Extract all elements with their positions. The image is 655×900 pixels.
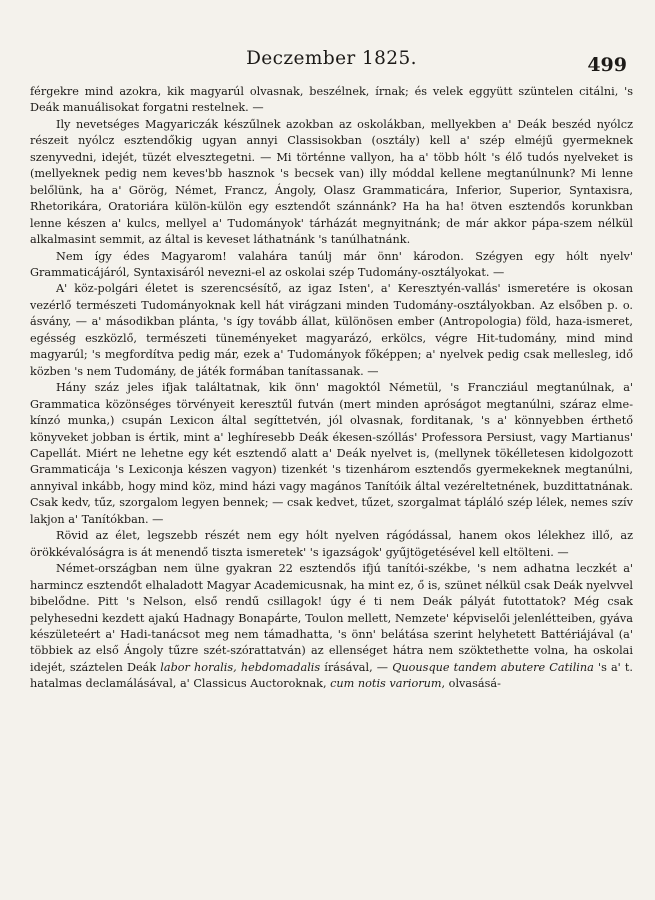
- paragraph-text: , olvasásá-: [441, 677, 501, 691]
- paragraph: Ily nevetséges Magyariczák készűlnek azokban az oskolákban, mellyekben a' Deák beszéd nyólcz részeit nyólcz esztendőkig ugyan annyi Classisokban (osztály) kell a' szép elméjű gyermeknek szenyvedni, idejét, tüzét elvesztegetni. — Mi történne vallyon, ha a' több hólt 's élő tudós nyelveket is (mellyeknek pedig nem keves'bb hasznok 's becsek van) illy móddal kellene megtanúlnunk? Mi lenne belőlünk, ha a' Görög, Német, Francz, Ángoly, Olasz Grammaticára, Inferior, Superior, Syntaxisra, Rhetorikára, Oratoriára külön-külön egy esztendőt szánnánk? Ha ha ha! ötven esztendős korunkban lenne készen a' kulcs, mellyel a' Tudományok' tárházát megnyitnánk; de már akkor pápa-szem nélkül alkalmasint semmit, az által is keveset láthatnánk 's tanúlhatnánk.: [30, 117, 633, 247]
- paragraph-text: 's a' t. hatalmas declamálásával, a' Classicus Auctoroknak,: [30, 660, 633, 691]
- running-title: Deczember 1825.: [246, 48, 417, 69]
- paragraph: férgekre mind azokra, kik magyarúl olvasnak, beszélnek, írnak; és velek eggyütt szüntelen citálni, 's Deák manuálisokat forgatni restelnek. —: [30, 85, 633, 115]
- paragraph-text: írásával, —: [320, 660, 393, 674]
- paragraph-last: [30, 561, 633, 693]
- body-text: [30, 84, 633, 693]
- paragraph: A' köz-polgári életet is szerencsésítő, az igaz Isten', a' Keresztyén-vallás' ismeretére is okosan vezérlő természeti Tudományoknak kell hát virágzani minden Tudomány-osztályokban. Az elsőben p. o. ásvány, — a' másodikban plánta, 's így tovább állat, különösen ember (Antropologia) föld, haza-ismeret, egésség eszközlő, természeti tüneményeket magyarázó, erkölcs, végre Hit-tudomány, mind mind magyarúl; 's megfordítva pedig már, ezek a' Tudományok főképpen; a' nyelvek pedig csak mellesleg, idő közben 's nem Tudomány, de játék formában tanítassanak. —: [30, 282, 633, 378]
- italic-phrase: Quousque tandem abutere Catilina: [392, 660, 594, 674]
- paragraph: Nem így édes Magyarom! valahára tanúlj már önn' károdon. Szégyen egy hólt nyelv' Grammaticájáról, Syntaxisáról nevezni-el az oskolai szép Tudomány-osztályokat. —: [30, 249, 633, 279]
- page-header: [30, 48, 633, 84]
- italic-phrase: labor horalis, hebdomadalis: [160, 660, 321, 674]
- page-number: 499: [587, 54, 627, 76]
- paragraph: Hány száz jeles ifjak találtatnak, kik önn' magoktól Németül, 's Francziául megtanúlnak, a' Grammatica közönséges törvényeit keresztűl futván (mert minden apróságot megtanúlni, száraz elme-kínzó munka,) csupán Lexicon által segíttetvén, jól olvasnak, forditanak, 's a' könnyebben érthető könyveket jobban is értik, mint a' leghíresebb Deák ékesen-szóllás' Professora Persiust, vagy Martianus' Capellát. Miért ne lehetne egy két esztendő alatt a' Deák nyelvet is, (mellynek tökélletesen kidolgozott Grammaticája 's Lexiconja készen vagyon) tizenkét 's tizenhárom esztendős gyermekeknek megtanúlni, annyival inkább, hogy mind köz, mind házi vagy magános Tanítóik által vezéreltetnének, buzdittatnának. Csak kedv, tűz, szorgalom legyen bennek; — csak kedvet, tűzet, szorgalmat tápláló szép lélek, nemes szív lakjon a' Tanítókban. —: [30, 381, 633, 526]
- paragraph: Rövid az élet, legszebb részét nem egy hólt nyelven rágódással, hanem okos lélekhez illő, az örökkévalóságra is át menendő tiszta ismeretek' 's igazságok' gyűjtögetésével kell eltölteni. —: [30, 529, 633, 559]
- paragraph-text: Német-országban nem ülne gyakran 22 esztendős ifjú tanítói-székbe, 's nem adhatna leczkét a' harmincz esztendőt elhaladott Magyar Academicusnak, ha mint ez, ő is, szünet nélkül csak Deák nyelvvel bibelődne. Pitt 's Nelson, első rendű csillagok! úgy é ti nem Deák pályát futottatok? Még csak pelyhesedni kezdett ajakú Hadnagy Bonapárte, Toulon mellett, Nemzete' képviselői jelenlétteiben, gyáva készületeért a' Hadi-tanácsot meg nem támadhatta, 's önn' belátása szerint helyhetett Battériájával (a' többiek az első Ángoly tűzre szét-szórattatván) az ellenséget hátra nem szöktethette volna, ha oskolai idejét, száztelen Deák: [30, 562, 633, 674]
- italic-phrase: cum notis variorum: [330, 677, 442, 691]
